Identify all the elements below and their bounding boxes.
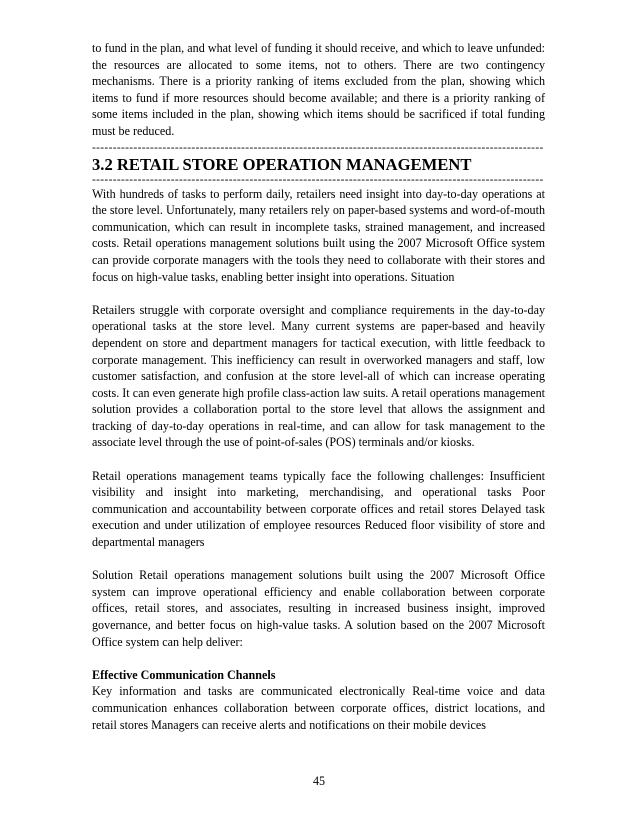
- paragraph-communication: Key information and tasks are communicated electronically Real-time voice and data communication enhances collaboration between corporate offices, district locations, and retail stores Managers can receive alerts and notifications on their mobile devices: [92, 684, 545, 732]
- section-heading: 3.2 RETAIL STORE OPERATION MANAGEMENT: [92, 154, 472, 174]
- divider-bottom: -------------------------------------------------------------------------------------------------------------: [92, 174, 544, 186]
- subheading-communication: Effective Communication Channels: [92, 667, 276, 682]
- document-page: [92, 40, 545, 733]
- paragraph-challenges: Retail operations management teams typically face the following challenges: Insufficient visibility and insight into marketing, merchandising, and operational tasks Poor communication and accountability between corporate offices and retail stores Delayed task execution and under utilization of employee resources Reduced floor visibility of store and departmental managers: [92, 468, 545, 550]
- divider-top: -------------------------------------------------------------------------------------------------------------: [92, 142, 544, 154]
- paragraph-situation: Retailers struggle with corporate oversight and compliance requirements in the day-to-day operational tasks at the store level. Many current systems are paper-based and heavily dependent on store and department managers for tactical execution, with little feedback to corporate management. This inefficiency can result in overworked managers and staff, low customer satisfaction, and confusion at the store level-all of which can increase operating costs. It can even generate high profile class-action law suits. A retail operations management solution provides a collaboration portal to the store level that allows the assignment and tracking of day-to-day operations in real-time, and can allow for task management to the associate level through the use of point-of-sales (POS) terminals and/or kiosks.: [92, 302, 545, 450]
- paragraph-overview: With hundreds of tasks to perform daily, retailers need insight into day-to-day operations at the store level. Unfortunately, many retailers rely on paper-based systems and word-of-mouth communication, which can result in incomplete tasks, strained management, and increased costs. Retail operations management solutions built using the 2007 Microsoft Office system can provide corporate managers with the tools they need to collaborate with their stores and focus on high-value tasks, enabling better insight into operations. Situation: [92, 186, 545, 284]
- paragraph-solution: Solution Retail operations management solutions built using the 2007 Microsoft Office system can improve operational efficiency and enable collaboration between corporate offices, retail stores, and associates, resulting in increased business insight, improved governance, and better focus on high-value tasks. A solution based on the 2007 Microsoft Office system can help deliver:: [92, 568, 545, 649]
- intro-paragraph: to fund in the plan, and what level of funding it should receive, and which to leave unfunded: the resources are allocated to some items, not to others. There are two contingency mechanisms. There is a priority ranking of items excluded from the plan, showing which items to fund if more resources should become available; and there is a priority ranking of some items included in the plan, showing which items should be sacrificed if total funding must be reduced.: [92, 41, 545, 138]
- page-number: 45: [312, 774, 326, 788]
